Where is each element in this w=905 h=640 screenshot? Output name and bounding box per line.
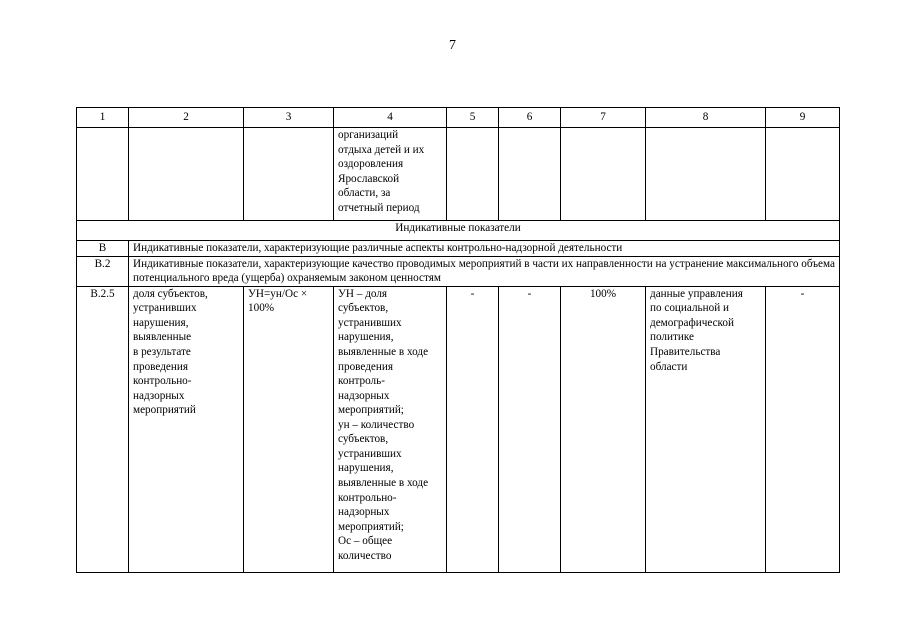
column-number-7: 7 (561, 108, 646, 128)
cell-continuation-description: организаций отдыха детей и их оздоровления Ярославской области, за отчетный период (334, 128, 447, 221)
row-text: Индикативные показатели, характеризующие различные аспекты контрольно-надзорной деятельности (129, 241, 840, 257)
column-number-4: 4 (334, 108, 447, 128)
column-number-6: 6 (499, 108, 561, 128)
table-row-b (77, 241, 840, 257)
row-code: В (77, 241, 129, 257)
cell-empty (499, 128, 561, 221)
column-number-5: 5 (447, 108, 499, 128)
indicator-formula: УН=ун/Ос × 100% (244, 286, 334, 572)
cell-empty (646, 128, 766, 221)
cell-empty (244, 128, 334, 221)
indicator-name: доля субъектов, устранивших нарушения, выявленные в результате проведения контрольно- надзорных мероприятий (129, 286, 244, 572)
indicators-table (76, 107, 840, 573)
column-number-3: 3 (244, 108, 334, 128)
column-number-8: 8 (646, 108, 766, 128)
indicator-definition: УН – доля субъектов, устранивших нарушения, выявленные в ходе проведения контроль- надзорных мероприятий; ун – количество субъектов, устранивших нарушения, выявленные в ходе контрольно- надзорных мероприятий; Ос – общее количество (334, 286, 447, 572)
row-code: В.2 (77, 256, 129, 286)
cell-empty (129, 128, 244, 221)
data-source: данные управления по социальной и демографической политике Правительства области (646, 286, 766, 572)
cell-col5: - (447, 286, 499, 572)
table-row-b25 (77, 286, 840, 572)
column-number-1: 1 (77, 108, 129, 128)
table-row-section-heading (77, 221, 840, 241)
row-code: В.2.5 (77, 286, 129, 572)
column-number-9: 9 (766, 108, 840, 128)
table-row-b2 (77, 256, 840, 286)
column-number-row (77, 108, 840, 128)
target-value: 100% (561, 286, 646, 572)
cell-col6: - (499, 286, 561, 572)
section-heading: Индикативные показатели (77, 221, 840, 241)
page-number: 7 (449, 38, 456, 53)
cell-empty (766, 128, 840, 221)
cell-empty (77, 128, 129, 221)
column-number-2: 2 (129, 108, 244, 128)
cell-col9: - (766, 286, 840, 572)
cell-empty (561, 128, 646, 221)
table-row-continuation (77, 128, 840, 221)
row-text: Индикативные показатели, характеризующие качество проводимых мероприятий в части их направленности на устранение максимального объема потенциального вреда (ущерба) охраняемым законом ценностям (129, 256, 840, 286)
cell-empty (447, 128, 499, 221)
